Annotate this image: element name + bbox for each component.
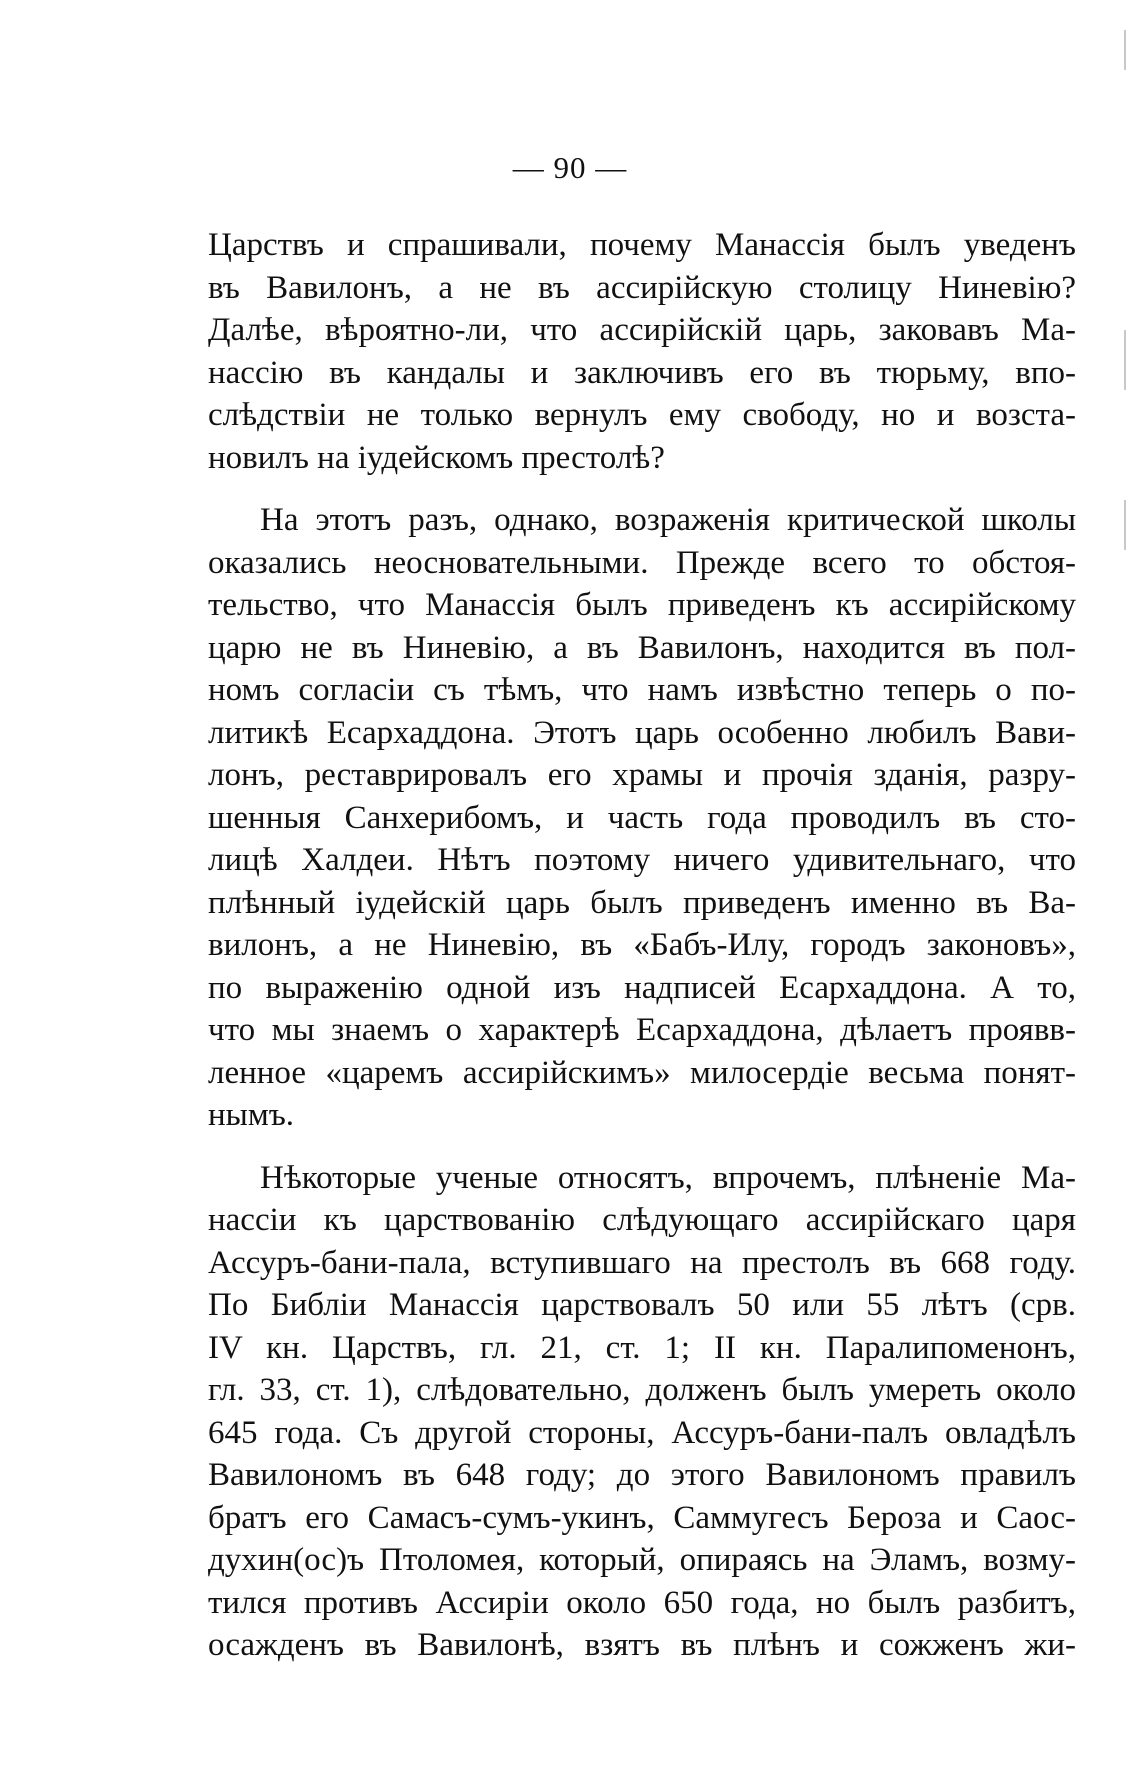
text-line: литикѣ Есархаддона. Этотъ царь особенно любилъ Вави- <box>208 714 1076 751</box>
text-line: Вавилономъ въ 648 году; до этого Вавилономъ правилъ <box>208 1457 1076 1493</box>
page-number: — 90 — <box>512 150 628 185</box>
scan-edge-mark <box>1124 330 1126 390</box>
text-line: оказались неосновательными. Прежде всего то обстоя- <box>208 544 1076 581</box>
scan-edge-mark <box>1124 30 1126 70</box>
text-line: На этотъ разъ, однако, возраженія критической школы <box>260 502 1076 538</box>
text-line: Нѣкоторые ученые относятъ, впрочемъ, плѣненіе Ма- <box>260 1159 1076 1196</box>
text-line: По Библіи Манассія царствовалъ 50 или 55 лѣтъ (срв. <box>208 1287 1076 1323</box>
text-line: IV кн. Царствъ, гл. 21, ст. 1; II кн. Паралипоменонъ, <box>208 1329 1076 1366</box>
text-line: братъ его Самасъ-сумъ-укинъ, Саммугесъ Бероза и Саос- <box>208 1499 1076 1536</box>
text-line: нассіи къ царствованію слѣдующаго ассирійскаго царя <box>208 1202 1076 1238</box>
text-line: ленное «царемъ ассирійскимъ» милосердіе весьма понят- <box>208 1054 1076 1091</box>
paragraph <box>208 1157 1076 1667</box>
text-line: лицѣ Халдеи. Нѣтъ поэтому ничего удивительнаго, что <box>208 842 1076 878</box>
text-line: новилъ на іудейскомъ престолѣ? <box>208 439 665 476</box>
text-line: нымъ. <box>208 1097 295 1133</box>
text-line: лонъ, реставрировалъ его храмы и прочія зданія, разру- <box>208 757 1076 793</box>
text-line: духин(ос)ъ Птоломея, который, опираясь на Эламъ, возму- <box>208 1542 1076 1578</box>
text-line: осажденъ въ Вавилонѣ, взятъ въ плѣнъ и сожженъ жи- <box>208 1627 1076 1663</box>
text-line: что мы знаемъ о характерѣ Есархаддона, дѣлаетъ проявв- <box>208 1012 1076 1048</box>
text-line: тельство, что Манассія былъ приведенъ къ ассирійскому <box>208 587 1076 623</box>
text-line: 645 года. Съ другой стороны, Ассуръ-бани-палъ овладѣлъ <box>208 1414 1076 1451</box>
paragraph <box>208 499 1076 1137</box>
text-line: плѣнный іудейскій царь былъ приведенъ именно въ Ва- <box>208 884 1076 921</box>
text-line: нассію въ кандалы и заключивъ его въ тюрьму, впо- <box>208 354 1076 391</box>
text-line: Царствъ и спрашивали, почему Манассія былъ уведенъ <box>208 227 1076 263</box>
text-line: вилонъ, а не Ниневію, въ «Бабъ-Илу, городъ законовъ», <box>208 927 1076 963</box>
text-line: Далѣе, вѣроятно-ли, что ассирійскій царь, заковавъ Ма- <box>208 312 1076 348</box>
text-line: въ Вавилонъ, а не въ ассирійскую столицу Ниневію? <box>208 269 1076 306</box>
text-line: царю не въ Ниневію, а въ Вавилонъ, находится въ пол- <box>208 629 1076 666</box>
body-text <box>208 224 1076 1667</box>
paragraph <box>208 224 1076 479</box>
text-line: шенныя Санхерибомъ, и часть года проводилъ въ сто- <box>208 799 1076 836</box>
text-line: гл. 33, ст. 1), слѣдовательно, долженъ былъ умереть около <box>208 1372 1076 1408</box>
text-line: номъ согласіи съ тѣмъ, что намъ извѣстно теперь о по- <box>208 672 1076 708</box>
text-line: по выраженію одной изъ надписей Есархаддона. А то, <box>208 969 1076 1006</box>
text-line: тился противъ Ассиріи около 650 года, но былъ разбитъ, <box>208 1584 1076 1621</box>
text-line: Ассуръ-бани-пала, вступившаго на престолъ въ 668 году. <box>208 1244 1076 1281</box>
scan-edge-mark <box>1124 500 1126 550</box>
text-line: слѣдствіи не только вернулъ ему свободу, но и возста- <box>208 397 1076 433</box>
